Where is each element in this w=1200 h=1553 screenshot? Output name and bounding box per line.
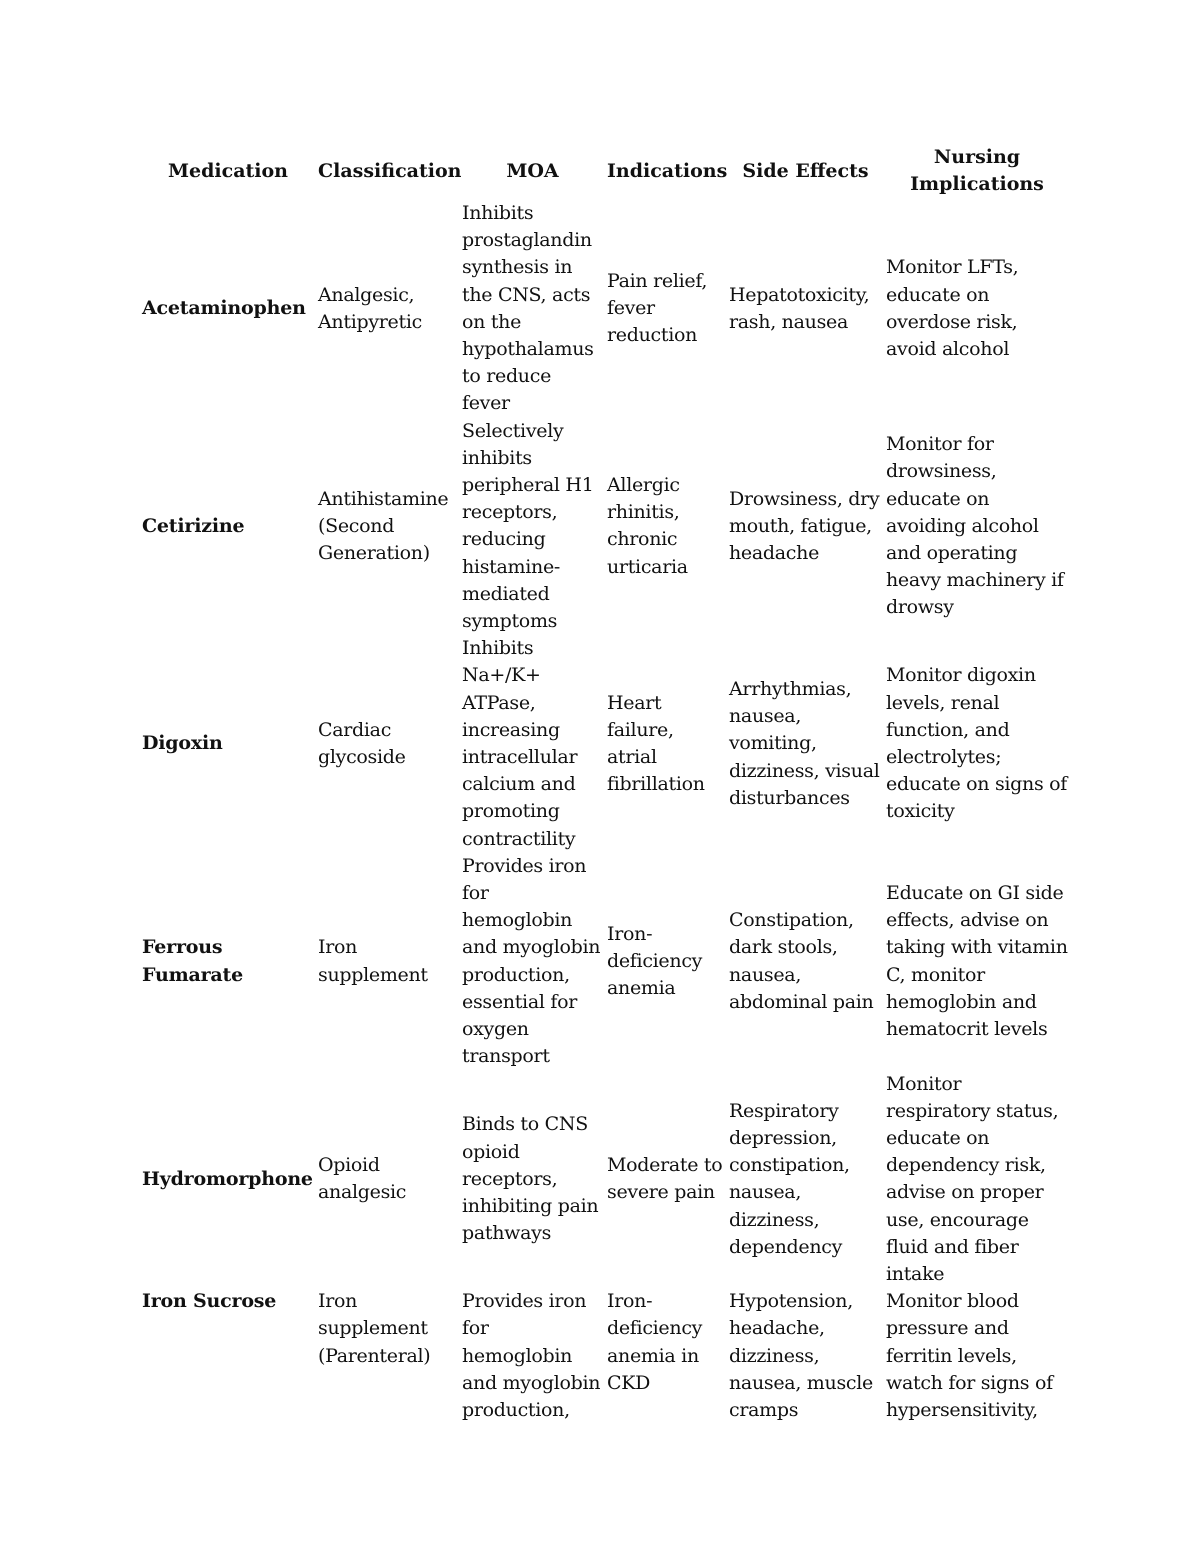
cell-moa: Provides iron for hemoglobin and myoglobin production, [462,1290,601,1421]
cell-classification: Iron supplement (Parenteral) [318,1290,431,1367]
cell-moa: Inhibits Na+/K+ ATPase, increasing intracellular calcium and promoting contractility [462,637,578,850]
cell-nursing-implications: Monitor for drowsiness, educate on avoiding alcohol and operating heavy machinery if drowsy [886,433,1064,619]
header-indications: Indications [607,159,728,182]
cell-classification: Analgesic, Antipyretic [318,283,422,333]
cell-nursing-implications: Monitor respiratory status, educate on dependency risk, advise on proper use, encourage fluid and fiber intake [886,1072,1059,1285]
cell-medication: Ferrous Fumarate [142,936,243,986]
cell-side-effects: Hepatotoxicity, rash, nausea [729,283,870,333]
cell-side-effects: Drowsiness, dry mouth, fatigue, headache [729,487,880,565]
cell-medication: Cetirizine [142,514,245,537]
cell-indications: Allergic rhinitis, chronic urticaria [607,474,688,578]
table-header-row [140,142,1070,200]
cell-classification: Opioid analgesic [318,1154,407,1204]
cell-indications: Pain relief, fever reduction [607,270,708,347]
cell-indications: Moderate to severe pain [607,1154,723,1204]
cell-nursing-implications: Monitor blood pressure and ferritin levels, watch for signs of hypersensitivity, [886,1290,1053,1421]
table-row [140,853,1070,1071]
table-row [140,1288,1070,1424]
cell-moa: Selectively inhibits peripheral H1 receptors, reducing histamine-mediated symptoms [462,419,594,633]
cell-classification: Cardiac glycoside [318,718,406,769]
cell-nursing-implications: Educate on GI side effects, advise on taking with vitamin C, monitor hemoglobin and hematocrit levels [886,882,1068,1041]
cell-side-effects: Arrhythmias, nausea, vomiting, dizziness, visual disturbances [729,678,880,809]
cell-classification: Iron supplement [318,936,428,986]
cell-classification: Antihistamine (Second Generation) [318,487,449,565]
header-medication: Medication [168,159,288,182]
header-side-effects: Side Effects [742,159,869,182]
cell-nursing-implications: Monitor digoxin levels, renal function, and electrolytes; educate on signs of toxicity [886,664,1068,823]
cell-medication: Hydromorphone [142,1167,313,1190]
table-row [140,635,1070,853]
medication-table [140,142,1070,1424]
cell-medication: Acetaminophen [142,297,306,320]
cell-side-effects: Respiratory depression, constipation, nausea, dizziness, dependency [729,1099,850,1258]
header-nursing-implications: Nursing Implications [910,146,1044,195]
cell-indications: Heart failure, atrial fibrillation [607,691,705,796]
table-row [140,200,1070,418]
cell-side-effects: Hypotension, headache, dizziness, nausea, muscle cramps [729,1290,873,1421]
cell-indications: Iron-deficiency anemia [607,922,703,1000]
cell-indications: Iron-deficiency anemia in CKD [607,1290,703,1394]
cell-side-effects: Constipation, dark stools, nausea, abdominal pain [729,909,874,1013]
cell-moa: Provides iron for hemoglobin and myoglobin production, essential for oxygen transport [462,854,601,1068]
cell-nursing-implications: Monitor LFTs, educate on overdose risk, avoid alcohol [886,256,1019,361]
table-row [140,1071,1070,1289]
cell-medication: Digoxin [142,732,223,755]
cell-medication: Iron Sucrose [142,1290,277,1313]
table-row [140,418,1070,636]
cell-moa: Binds to CNS opioid receptors, inhibiting pain pathways [462,1113,599,1245]
header-moa: MOA [506,159,559,182]
header-classification: Classification [318,159,462,182]
cell-moa: Inhibits prostaglandin synthesis in the CNS, acts on the hypothalamus to reduce fever [462,202,594,415]
